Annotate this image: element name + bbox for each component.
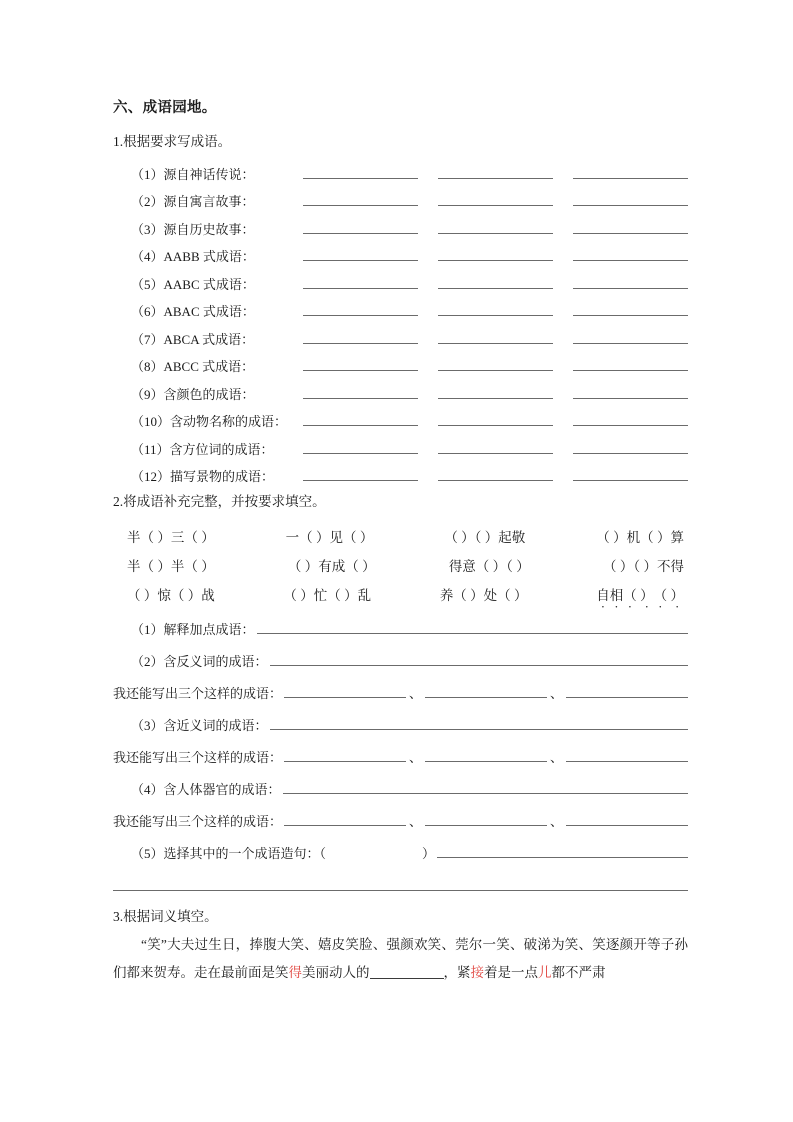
- sub-question-row: [113, 747, 688, 766]
- answer-blank[interactable]: [573, 439, 688, 454]
- answer-blank[interactable]: [284, 683, 406, 698]
- idiom-request-label: （2）源自寓言故事：: [131, 194, 255, 210]
- idiom-request-label: （9）含颜色的成语：: [131, 386, 255, 402]
- answer-blank[interactable]: [573, 411, 688, 426]
- answer-blank[interactable]: [573, 219, 688, 234]
- idiom-request-row: [113, 246, 688, 265]
- answer-blank[interactable]: [438, 466, 553, 481]
- paragraph-text: 都不严肃: [551, 964, 606, 980]
- paragraph-text: 着是一点: [484, 964, 538, 980]
- answer-blank[interactable]: [438, 191, 553, 206]
- answer-blank[interactable]: [438, 329, 553, 344]
- answer-blank[interactable]: [438, 164, 553, 179]
- highlighted-character: 儿: [538, 964, 552, 980]
- answer-blank[interactable]: [270, 651, 688, 666]
- idiom-request-row: [113, 219, 688, 238]
- idiom-request-label: （1）源自神话传说：: [131, 166, 255, 182]
- answer-blank[interactable]: [284, 811, 406, 826]
- answer-rule-extra[interactable]: [113, 875, 688, 891]
- idiom-fill-cell[interactable]: （ ）机（ ）算: [596, 529, 684, 545]
- idiom-request-label: （6）ABAC 式成语：: [131, 304, 255, 320]
- idiom-grid: [113, 526, 688, 604]
- answer-blank[interactable]: [438, 439, 553, 454]
- answer-blank-group: [303, 384, 688, 399]
- inline-answer-blank[interactable]: [370, 965, 444, 979]
- question-1-heading: 1.根据要求写成语。: [113, 134, 232, 150]
- answer-blank[interactable]: [566, 811, 688, 826]
- paragraph-text: “笑”大夫过生日，捧腹大笑、嬉皮笑脸、强颜欢笑、莞尔一笑、破涕为笑、笑逐颜开等子孙们都来贺寿。走在最前面是笑: [113, 936, 688, 980]
- answer-blank[interactable]: [573, 466, 688, 481]
- sub-question-row: [113, 779, 688, 798]
- highlighted-character: 接: [470, 964, 484, 980]
- answer-blank[interactable]: [573, 356, 688, 371]
- idiom-fill-cell[interactable]: （ ）忙（ ）乱: [283, 587, 372, 603]
- blank-separator: 、: [550, 685, 564, 701]
- idiom-request-row: [113, 356, 688, 375]
- answer-blank-group: [284, 747, 688, 766]
- idiom-request-label: （12）描写景物的成语：: [131, 469, 275, 485]
- answer-blank[interactable]: [573, 274, 688, 289]
- sub-question-row: [113, 811, 688, 830]
- idiom-fill-cell[interactable]: 养（ ）处（ ）: [439, 587, 528, 603]
- idiom-request-label: （11）含方位词的成语：: [131, 441, 274, 457]
- blank-separator: 、: [409, 813, 423, 829]
- idiom-fill-cell[interactable]: （ ）（ ）不得: [602, 558, 684, 574]
- idiom-fill-cell[interactable]: 得意（ ）（ ）: [448, 558, 530, 574]
- answer-blank[interactable]: [438, 274, 553, 289]
- answer-blank-group: [284, 811, 688, 830]
- answer-blank[interactable]: [573, 191, 688, 206]
- answer-blank-group: [303, 191, 688, 206]
- idiom-fill-cell[interactable]: 半（ ）三（ ）: [127, 529, 215, 545]
- answer-blank[interactable]: [573, 246, 688, 261]
- answer-blank[interactable]: [566, 683, 688, 698]
- answer-blank-group: [303, 411, 688, 426]
- idiom-fill-cell[interactable]: （ ）（ ）起敬: [444, 529, 526, 545]
- idiom-request-row: [113, 301, 688, 320]
- idiom-fill-cell[interactable]: （ ）有成（ ）: [287, 558, 376, 574]
- answer-blank[interactable]: [438, 301, 553, 316]
- answer-blank-group: [284, 683, 688, 702]
- idiom-fill-row: [113, 584, 688, 604]
- idiom-fill-row: [113, 555, 688, 575]
- sub-question-label: （1）解释加点成语：: [131, 621, 255, 637]
- answer-blank[interactable]: [438, 384, 553, 399]
- answer-blank[interactable]: [425, 683, 547, 698]
- question-3-paragraph: [113, 931, 688, 986]
- question-1-list: [113, 164, 688, 486]
- answer-blank[interactable]: [573, 329, 688, 344]
- idiom-request-row: [113, 164, 688, 183]
- answer-blank[interactable]: [566, 747, 688, 762]
- answer-blank[interactable]: [303, 164, 418, 179]
- answer-blank-group: [303, 466, 688, 481]
- idiom-fill-cell[interactable]: 一（ ）见（ ）: [285, 529, 374, 545]
- answer-blank[interactable]: [425, 747, 547, 762]
- blank-separator: 、: [550, 749, 564, 765]
- idiom-request-row: [113, 466, 688, 485]
- answer-blank[interactable]: [303, 329, 418, 344]
- idiom-fill-row: [113, 526, 688, 546]
- sub-question-label: 我还能写出三个这样的成语：: [113, 685, 283, 701]
- sub-question-row: [113, 619, 688, 638]
- idiom-request-row: [113, 384, 688, 403]
- idiom-fill-cell[interactable]: （ ）惊（ ）战: [127, 587, 215, 603]
- closing-paren: ）: [422, 845, 436, 861]
- blank-separator: 、: [550, 813, 564, 829]
- blank-separator: 、: [409, 685, 423, 701]
- idiom-request-row: [113, 191, 688, 210]
- highlighted-character: 得: [288, 964, 302, 980]
- answer-blank[interactable]: [303, 384, 418, 399]
- answer-blank-group: [303, 356, 688, 371]
- idiom-request-label: （5）AABC 式成语：: [131, 276, 255, 292]
- answer-blank[interactable]: [425, 811, 547, 826]
- answer-blank[interactable]: [573, 301, 688, 316]
- answer-blank[interactable]: [303, 466, 418, 481]
- sub-question-label: （4）含人体器官的成语：: [131, 781, 281, 797]
- answer-blank[interactable]: [270, 715, 688, 730]
- answer-blank-group: [303, 246, 688, 261]
- question-2-subquestions: [113, 619, 688, 862]
- answer-blank[interactable]: [438, 219, 553, 234]
- idiom-request-label: （4）AABB 式成语：: [131, 249, 255, 265]
- question-2-heading: 2.将成语补充完整，并按要求填空。: [113, 493, 326, 509]
- blank-separator: 、: [409, 749, 423, 765]
- paragraph-text: 美丽动人的: [302, 964, 370, 980]
- answer-blank[interactable]: [303, 219, 418, 234]
- sub-question-label: （3）含近义词的成语：: [131, 717, 268, 733]
- sub-question-row: [113, 715, 688, 734]
- idiom-fill-cell[interactable]: 半（ ）半（ ）: [127, 558, 215, 574]
- idiom-request-row: [113, 411, 688, 430]
- answer-blank-group: [303, 439, 688, 454]
- sub-question-label: 我还能写出三个这样的成语：: [113, 813, 283, 829]
- answer-blank[interactable]: [303, 191, 418, 206]
- idiom-request-label: （7）ABCA 式成语：: [131, 331, 255, 347]
- sub-question-label: （5）选择其中的一个成语造句：（: [131, 845, 327, 861]
- sub-question-label: （2）含反义词的成语：: [131, 653, 268, 669]
- section-title: 六、成语园地。: [113, 100, 217, 116]
- answer-blank[interactable]: [573, 384, 688, 399]
- idiom-fill-cell-dotted[interactable]: 自相（ · ） ·（ · ） ·: [596, 584, 684, 604]
- answer-blank-group: [303, 219, 688, 234]
- answer-blank[interactable]: [303, 356, 418, 371]
- answer-blank[interactable]: [284, 747, 406, 762]
- sub-question-label: 我还能写出三个这样的成语：: [113, 749, 283, 765]
- paragraph-text: ，紧: [443, 964, 471, 980]
- answer-blank[interactable]: [573, 164, 688, 179]
- sub-question-row: [113, 651, 688, 670]
- answer-blank[interactable]: [257, 619, 688, 634]
- answer-blank[interactable]: [303, 411, 418, 426]
- answer-blank[interactable]: [438, 411, 553, 426]
- idiom-request-row: [113, 329, 688, 348]
- answer-blank[interactable]: [303, 301, 418, 316]
- idiom-request-label: （10）含动物名称的成语：: [131, 414, 288, 430]
- idiom-request-label: （8）ABCC 式成语：: [131, 359, 255, 375]
- answer-blank-group: [303, 164, 688, 179]
- answer-blank[interactable]: [438, 356, 553, 371]
- sub-question-row: [113, 843, 688, 862]
- answer-blank-group: [303, 301, 688, 316]
- answer-blank[interactable]: [303, 274, 418, 289]
- answer-blank[interactable]: [303, 439, 418, 454]
- answer-blank-group: [303, 274, 688, 289]
- idiom-request-row: [113, 274, 688, 293]
- idiom-request-row: [113, 439, 688, 458]
- answer-blank[interactable]: [283, 779, 688, 794]
- answer-blank[interactable]: [437, 843, 688, 858]
- answer-blank[interactable]: [438, 246, 553, 261]
- question-3-heading: 3.根据词义填空。: [113, 908, 218, 924]
- answer-blank[interactable]: [303, 246, 418, 261]
- answer-blank-group: [303, 329, 688, 344]
- idiom-request-label: （3）源自历史故事：: [131, 221, 255, 237]
- sub-question-row: [113, 683, 688, 702]
